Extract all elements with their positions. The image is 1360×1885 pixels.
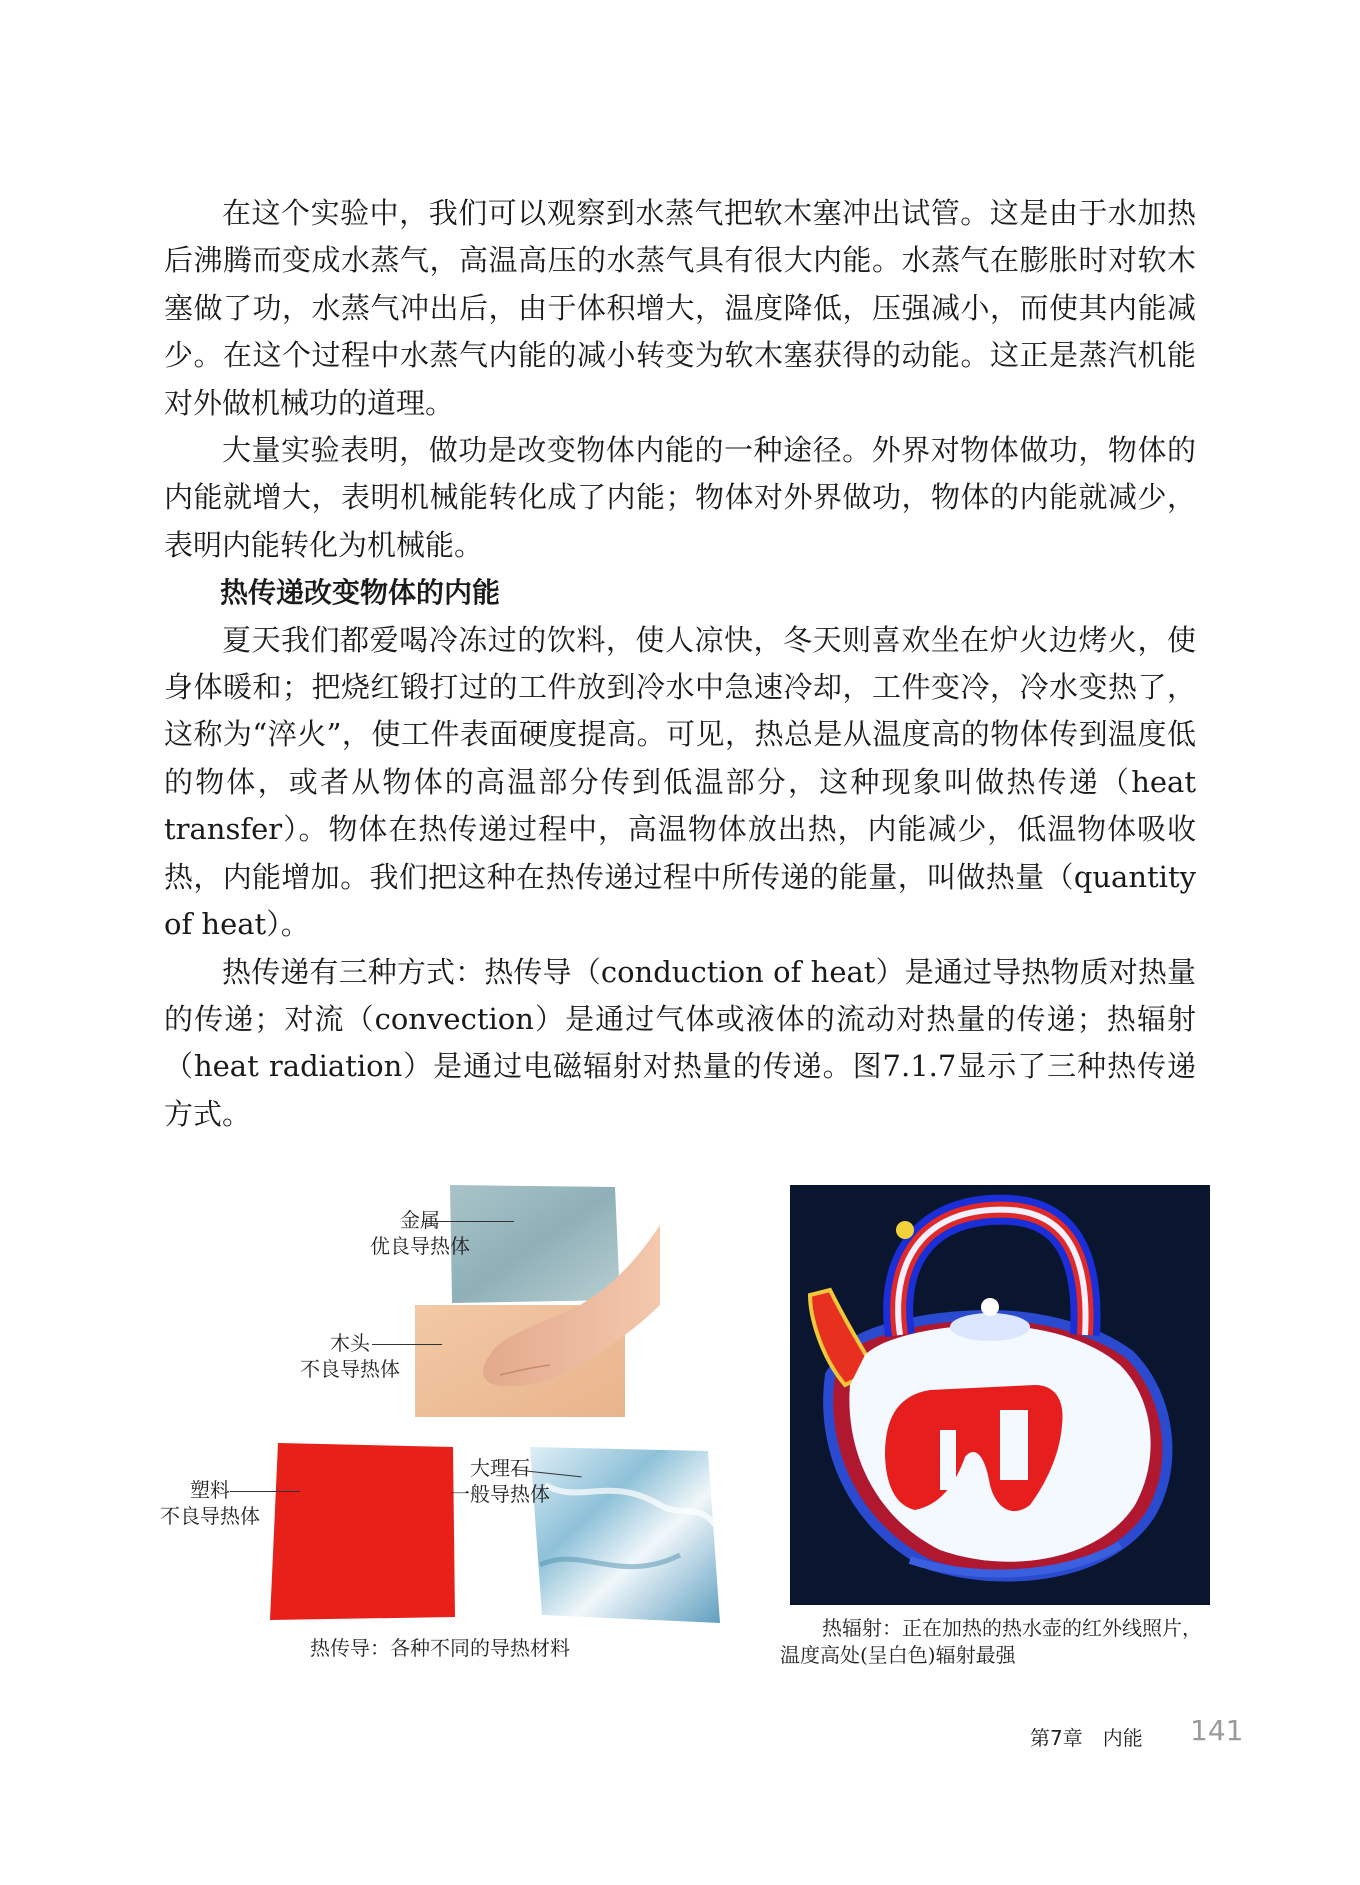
kettle-thermal-image (790, 1185, 1210, 1605)
metal-name: 金属 (400, 1208, 440, 1232)
wood-desc: 不良导热体 (300, 1357, 400, 1381)
marble-name: 大理石 (470, 1456, 530, 1480)
marble-desc: 一般导热体 (450, 1482, 550, 1506)
conduction-caption: 热传导：各种不同的导热材料 (310, 1636, 570, 1660)
chapter-label: 第7章 内能 (1030, 1726, 1143, 1750)
radiation-caption (780, 1615, 1220, 1669)
plastic-sample (270, 1443, 455, 1620)
metal-label (370, 1207, 470, 1259)
plastic-name: 塑料 (190, 1478, 230, 1502)
page-number: 141 (1190, 1714, 1244, 1747)
radiation-figure (780, 1175, 1220, 1685)
metal-desc: 优良导热体 (370, 1234, 470, 1258)
plastic-desc: 不良导热体 (160, 1504, 260, 1528)
metal-leader (422, 1221, 514, 1222)
paragraph-three-methods: 热传递有三种方式：热传导（conduction of heat）是通过导热物质对热量的传递；对流（convection）是通过气体或液体的流动对热量的传递；热辐射（heat radiation）是通过电磁辐射对热量的传递。图7.1.7显示了三种热传递方式。 (164, 954, 1196, 1131)
wood-label (300, 1330, 400, 1382)
paragraph-steam-experiment: 在这个实验中，我们可以观察到水蒸气把软木塞冲出试管。这是由于水加热后沸腾而变成水蒸气，高温高压的水蒸气具有很大内能。水蒸气在膨胀时对软木塞做了功，水蒸气冲出后，由于体积增大，温度降低，压强减小，而使其内能减少。在这个过程中水蒸气内能的减小转变为软木塞获得的动能。这正是蒸汽机能对外做机械功的道理。 (164, 196, 1196, 420)
wood-name: 木头 (330, 1331, 370, 1355)
plastic-leader (230, 1491, 300, 1492)
plastic-label (160, 1477, 260, 1529)
paragraph-work-internal-energy: 大量实验表明，做功是改变物体内能的一种途径。外界对物体做功，物体的内能就增大，表明机械能转化成了内能；物体对外界做功，物体的内能就减少，表明内能转化为机械能。 (164, 433, 1196, 562)
paragraph-heat-transfer: 夏天我们都爱喝冷冻过的饮料，使人凉快，冬天则喜欢坐在炉火边烤火，使身体暖和；把烧红锻打过的工件放到冷水中急速冷却，工件变冷，冷水变热了，这称为“淬火”，使工件表面硬度提高。可见，热总是从温度高的物体传到温度低的物体，或者从物体的高温部分传到低温部分，这种现象叫做热传递（heat transfer）。物体在热传递过程中，高温物体放出热，内能减少，低温物体吸收热，内能增加。我们把这种在热传递过程中所传递的能量，叫做热量（quantity of heat）。 (164, 622, 1196, 942)
radiation-caption-line1: 热辐射：正在加热的热水壶的红外线照片， (822, 1616, 1202, 1640)
conduction-figure (160, 1185, 740, 1685)
section-heading: 热传递改变物体的内能 (220, 576, 501, 610)
metal-sample (450, 1185, 620, 1303)
wood-leader (372, 1344, 442, 1345)
body-text (164, 190, 1196, 1138)
radiation-caption-line2: 温度高处(呈白色)辐射最强 (780, 1643, 1016, 1667)
marble-label (450, 1455, 550, 1507)
